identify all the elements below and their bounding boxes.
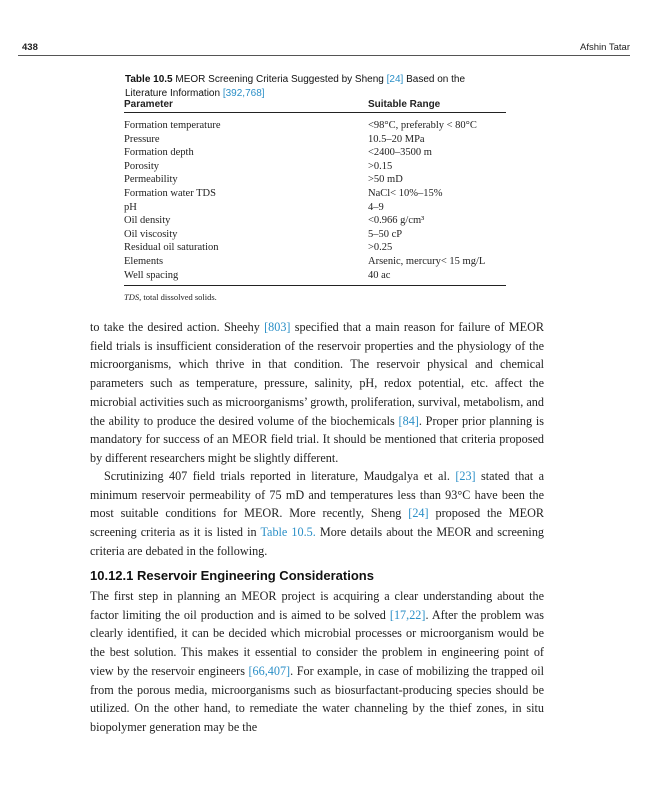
table-row — [124, 228, 506, 242]
citation-link[interactable]: [84] — [398, 413, 419, 428]
citation-link[interactable]: [24] — [408, 506, 429, 521]
param-cell: Formation temperature — [124, 120, 221, 131]
table-row — [124, 214, 506, 228]
param-cell: Porosity — [124, 160, 160, 172]
param-cell: Pressure — [124, 133, 160, 145]
table-row — [124, 146, 506, 160]
table-caption: Table 10.5 MEOR Screening Criteria Suggested by Sheng [24] Based on the Literature Information [392,768] — [125, 74, 466, 99]
table-footnote: TDS, total dissolved solids. — [124, 292, 217, 302]
range-cell: >50 mD — [368, 174, 403, 186]
section-heading: 10.12.1 Reservoir Engineering Considerations — [90, 568, 374, 583]
screening-criteria-table — [124, 97, 506, 286]
header-rule — [18, 55, 630, 56]
range-cell: 4–9 — [368, 201, 384, 213]
citation-link[interactable]: [23] — [455, 469, 476, 483]
table-row — [124, 160, 506, 174]
param-cell: Oil viscosity — [124, 228, 178, 240]
col-header-range: Suitable Range — [368, 99, 441, 110]
col-header-parameter: Parameter — [124, 99, 173, 110]
paragraph-1: to take the desired action. Sheehy [803] specified that a main reason for failure of MEOR field trials is insufficient consideration of the reservoir properties and the physiology of the microorganisms, which thrive in that condition. The reservoir physical and chemical parameters such as temperature, pressure, salinity, pH, redox potential, etc. affect the microbial activities such as microorganisms’ growth, proliferation, survival, metabolism, and the ability to produce the desired volume of the biochemicals [84]. Proper prior planning is mandatory for success of an MEOR field trial. It should be mentioned that criteria proposed by different researchers might be slightly different. — [90, 320, 545, 465]
param-cell: Permeability — [124, 174, 178, 186]
table-header — [124, 97, 506, 113]
range-cell: 10.5–20 MPa — [368, 133, 425, 145]
table-row — [124, 173, 506, 187]
param-cell: pH — [124, 201, 137, 213]
range-cell: NaCl< 10%–15% — [368, 187, 443, 199]
param-cell: Well spacing — [124, 269, 179, 281]
running-author: Afshin Tatar — [580, 42, 630, 53]
table-row — [124, 269, 506, 283]
range-cell: <2400–3500 m — [368, 147, 432, 159]
paragraph-2: Scrutinizing 407 field trials reported in literature, Maudgalya et al. [23] stated that a minimum reservoir permeability of 75 mD and temperatures less than 93°C have been the most suitable conditions for MEOR. More recently, Sheng [24] proposed the MEOR screening criteria as it is listed in Table 10.5. More details about the MEOR and screening criteria are debated in the following. — [90, 469, 545, 558]
page-header — [18, 38, 630, 54]
range-cell: 40 ac — [368, 269, 391, 281]
param-cell: Formation depth — [124, 147, 194, 159]
table-row — [124, 201, 506, 215]
table-row — [124, 133, 506, 147]
table-label: Table 10.5 — [125, 74, 173, 85]
page-number: 438 — [22, 42, 38, 53]
range-cell: <0.966 g/cm³ — [368, 215, 425, 227]
citation-link[interactable]: [24] — [386, 74, 404, 85]
paragraph-3: The first step in planning an MEOR project is acquiring a clear understanding about the factor limiting the oil production and is aimed to be solved [17,22]. After the problem was clearly identified, it can be decided which microbial processes or microorganism would be the best solution. This makes it essential to consider the problem in engineering point of view by the reservoir engineers [66,407]. For example, in case of mobilizing the trapped oil from the porous media, microorganisms such as biosurfactant-producing species should be utilized. On the other hand, to remediate the water channeling by the thief zones, in situ biopolymer generation may be the — [90, 589, 545, 734]
table-row — [124, 255, 506, 269]
range-cell: Arsenic, mercury< 15 mg/L — [368, 255, 486, 267]
citation-link[interactable]: [392,768] — [222, 87, 265, 99]
range-cell: >0.25 — [368, 242, 393, 254]
range-cell: >0.15 — [368, 160, 393, 172]
citation-link[interactable]: [66,407] — [248, 663, 291, 678]
range-cell: 5–50 cP — [368, 228, 403, 240]
param-cell: Residual oil saturation — [124, 242, 219, 254]
range-cell: <98°C, preferably < 80°C — [368, 120, 477, 131]
table-body — [124, 113, 506, 286]
table-row — [124, 119, 506, 133]
table-row — [124, 187, 506, 201]
citation-link[interactable]: [803] — [264, 320, 291, 334]
table-row — [124, 241, 506, 255]
param-cell: Elements — [124, 255, 164, 267]
table-reference-link[interactable]: Table 10.5. — [260, 525, 316, 540]
param-cell: Oil density — [124, 215, 171, 227]
param-cell: Formation water TDS — [124, 187, 216, 199]
citation-link[interactable]: [17,22] — [389, 607, 426, 622]
